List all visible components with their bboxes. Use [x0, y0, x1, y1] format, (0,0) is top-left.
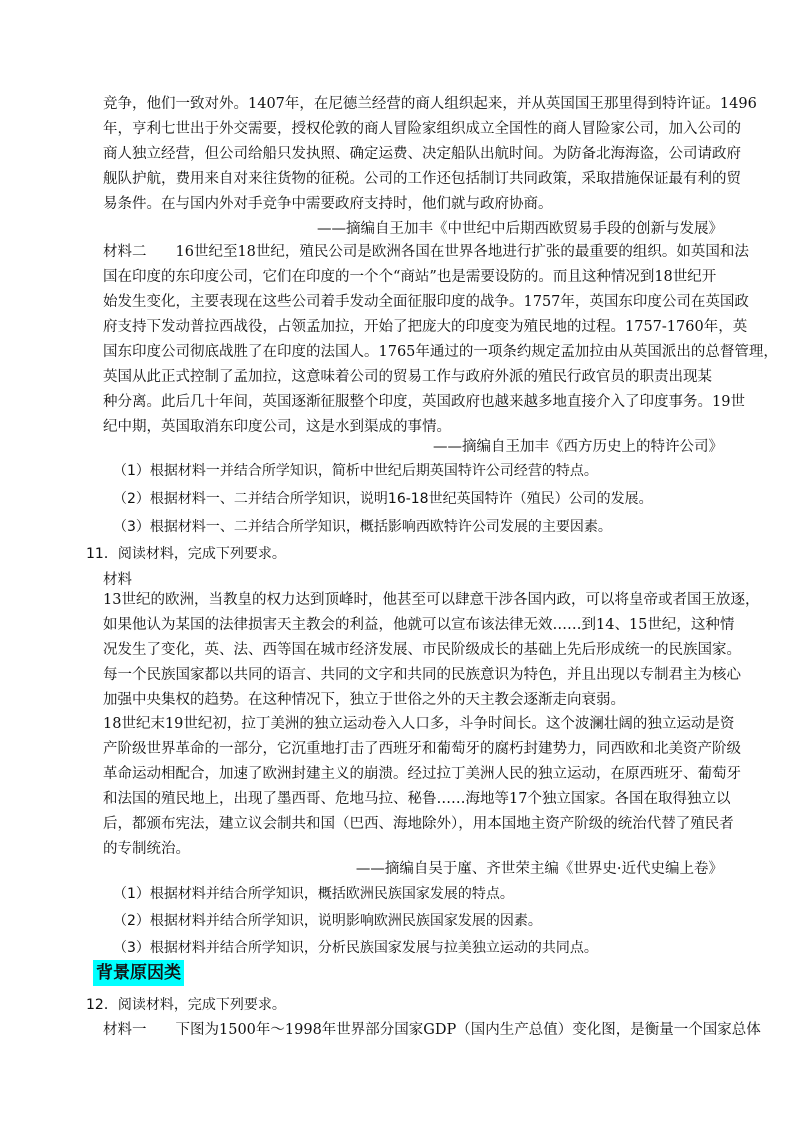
- text-line: 加强中央集权的趋势。在这种情况下，独立于世俗之外的天主教会逐渐走向衰弱。: [103, 692, 625, 708]
- material-label: 材料: [103, 572, 132, 588]
- text-line: 商人独立经营，但公司给船只发执照、确定运费、决定船队出航时间。为防备北海海盗，公司请政府: [103, 146, 741, 162]
- text-line: 产阶级世界革命的一部分，它沉重地打击了西班牙和葡萄牙的腐朽封建势力，同西欧和北美资产阶级: [103, 741, 741, 757]
- text-line: 革命运动相配合，加速了欧洲封建主义的崩溃。经过拉丁美洲人民的独立运动，在原西班牙、葡萄牙: [103, 766, 741, 782]
- text-line: 如果他认为某国的法律损害天主教会的利益，他就可以宣布该法律无效……到14、15世纪，这种情: [103, 617, 735, 633]
- text-line: 后，都颁布宪法，建立议会制共和国（巴西、海地除外），用本国地主资产阶级的统治代替了殖民者: [103, 816, 734, 832]
- text-line: 年，亨利七世出于外交需要，授权伦敦的商人冒险家组织成立全国性的商人冒险家公司，加入公司的: [103, 121, 741, 137]
- text-line: 的专制统治。: [103, 841, 190, 857]
- q12-material1: [103, 1018, 761, 1043]
- question-10-2: （2）根据材料一、二并结合所学知识，说明16-18世纪英国特许（殖民）公司的发展。: [113, 491, 653, 507]
- text-line: 18世纪末19世纪初，拉丁美洲的独立运动卷入人口多，斗争时间长。这个波澜壮阔的独立运动是资: [103, 716, 735, 732]
- question-11-header: 11．阅读材料，完成下列要求。: [86, 546, 286, 562]
- text-line: 种分离。此后几十年间，英国逐渐征服整个印度，英国政府也越来越多地直接介入了印度事务。19世: [103, 394, 745, 410]
- text-line: 材料一 下图为1500年～1998年世界部分国家GDP（国内生产总值）变化图，是衡量一个国家总体: [103, 1022, 761, 1038]
- text-line: 每一个民族国家都以共同的语言、共同的文字和共同的民族意识为特色，并且出现以专制君主为核心: [103, 667, 741, 683]
- text-line: 纪中期，英国取消东印度公司，这是水到渠成的事情。: [103, 419, 451, 435]
- text-line: 国在印度的东印度公司，它们在印度的一个个“商站”也是需要设防的。而且这种情况到18世纪开: [103, 269, 717, 285]
- material1-continued: [103, 92, 757, 217]
- text-line: 竞争，他们一致对外。1407年，在尼德兰经营的商人组织起来，并从英国国王那里得到特许证。1496: [103, 96, 757, 112]
- question-10-1: （1）根据材料一并结合所学知识，简析中世纪后期英国特许公司经营的特点。: [113, 463, 598, 479]
- material2-source: ——摘编自王加丰《西方历史上的特许公司》: [433, 439, 723, 455]
- question-11-1: （1）根据材料并结合所学知识，概括欧洲民族国家发展的特点。: [113, 886, 514, 902]
- question-10-3: （3）根据材料一、二并结合所学知识，概括影响西欧特许公司发展的主要因素。: [113, 519, 612, 535]
- question-11-2: （2）根据材料并结合所学知识，说明影响欧洲民族国家发展的因素。: [113, 913, 542, 929]
- q11-material-para2: [103, 712, 741, 862]
- q11-material-para1: [103, 588, 760, 713]
- text-line: 易条件。在与国内外对手竞争中需要政府支持时，他们就与政府协商。: [103, 196, 553, 212]
- material2: [103, 240, 778, 440]
- text-line: 国东印度公司彻底战胜了在印度的法国人。1765年通过的一项条约规定孟加拉由从英国派出的总督管理，: [103, 344, 778, 360]
- section-heading: 背景原因类: [93, 960, 184, 986]
- text-line: 况发生了变化，英、法、西等国在城市经济发展、市民阶级成长的基础上先后形成统一的民族国家。: [103, 642, 741, 658]
- material1-source: ——摘编自王加丰《中世纪中后期西欧贸易手段的创新与发展》: [317, 221, 723, 237]
- text-line: 舰队护航，费用来自对来往货物的征税。公司的工作还包括制订共同政策，采取措施保证最有利的贸: [103, 171, 741, 187]
- text-line: 材料二 16世纪至18世纪，殖民公司是欧洲各国在世界各地进行扩张的最重要的组织。如英国和法: [103, 244, 749, 260]
- q11-source: ——摘编自吴于廑、齐世荣主编《世界史·近代史编上卷》: [355, 861, 723, 877]
- text-line: 英国从此正式控制了孟加拉，这意味着公司的贸易工作与政府外派的殖民行政官员的职责出现某: [103, 369, 712, 385]
- text-line: 13世纪的欧洲，当教皇的权力达到顶峰时，他甚至可以肆意干涉各国内政，可以将皇帝或者国王放逐，: [103, 592, 760, 608]
- text-line: 府支持下发动普拉西战役，占领孟加拉，开始了把庞大的印度变为殖民地的过程。1757-1760年，英: [103, 319, 748, 335]
- text-line: 和法国的殖民地上，出现了墨西哥、危地马拉、秘鲁……海地等17个独立国家。各国在取得独立以: [103, 791, 731, 807]
- text-line: 始发生变化，主要表现在这些公司着手发动全面征服印度的战争。1757年，英国东印度公司在英国政: [103, 294, 749, 310]
- question-12-header: 12．阅读材料，完成下列要求。: [86, 997, 286, 1013]
- question-11-3: （3）根据材料并结合所学知识，分析民族国家发展与拉美独立运动的共同点。: [113, 940, 598, 956]
